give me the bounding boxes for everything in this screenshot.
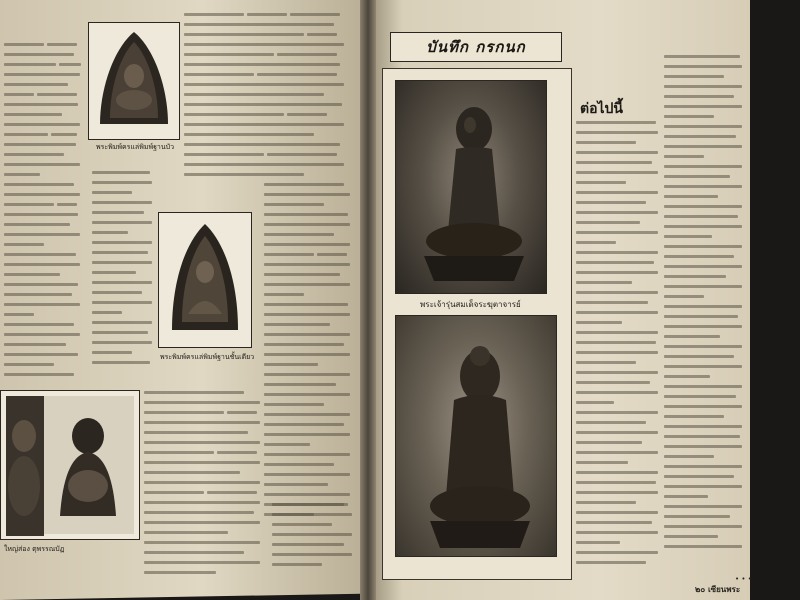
left-text-column-1 xyxy=(4,40,86,380)
article-heading: ต่อไปนี้ xyxy=(580,101,623,117)
column-header xyxy=(390,32,562,62)
buddha-photo-bottom xyxy=(395,315,557,557)
amulet-photo-middle xyxy=(158,212,252,348)
triangular-amulet-image xyxy=(94,28,174,128)
buddha-photo-top xyxy=(395,80,547,294)
amulet-photo-bottom xyxy=(0,390,140,540)
page-footer: ๒๐ เซียนพระ xyxy=(695,584,741,594)
page-dots: • • • xyxy=(735,575,752,583)
caption-top-statue: พระเจ้ารุ่นสมเด็จระฆุตาจารย์ xyxy=(420,300,521,309)
left-text-column-2 xyxy=(184,10,354,180)
statue-back-view-image xyxy=(396,316,556,556)
right-text-column-2 xyxy=(664,52,746,552)
caption-bottom-amulet: ใหญ่ส่อง ตุพรรณบัฏ xyxy=(4,545,65,553)
right-text-column-1 xyxy=(576,118,662,568)
left-text-column-3 xyxy=(264,180,356,520)
caption-middle-amulet: พระพิมพ์ครแล่พิมพ์ฐานชั้นเดียว xyxy=(160,353,255,361)
seated-buddha-statue-image xyxy=(396,81,546,293)
caption-top-amulet: พระพิมพ์ครแล่พิมพ์ฐานบัว xyxy=(96,143,175,151)
left-text-column-4 xyxy=(92,168,156,368)
left-text-column-5 xyxy=(144,388,264,578)
buddha-amulet-image xyxy=(164,218,246,336)
amulet-photo-top xyxy=(88,22,180,140)
left-text-box xyxy=(272,500,356,570)
book-gutter xyxy=(360,0,376,600)
column-title: บันทึก กรกนก xyxy=(426,38,526,56)
seated-figure-amulet-image xyxy=(6,396,136,536)
